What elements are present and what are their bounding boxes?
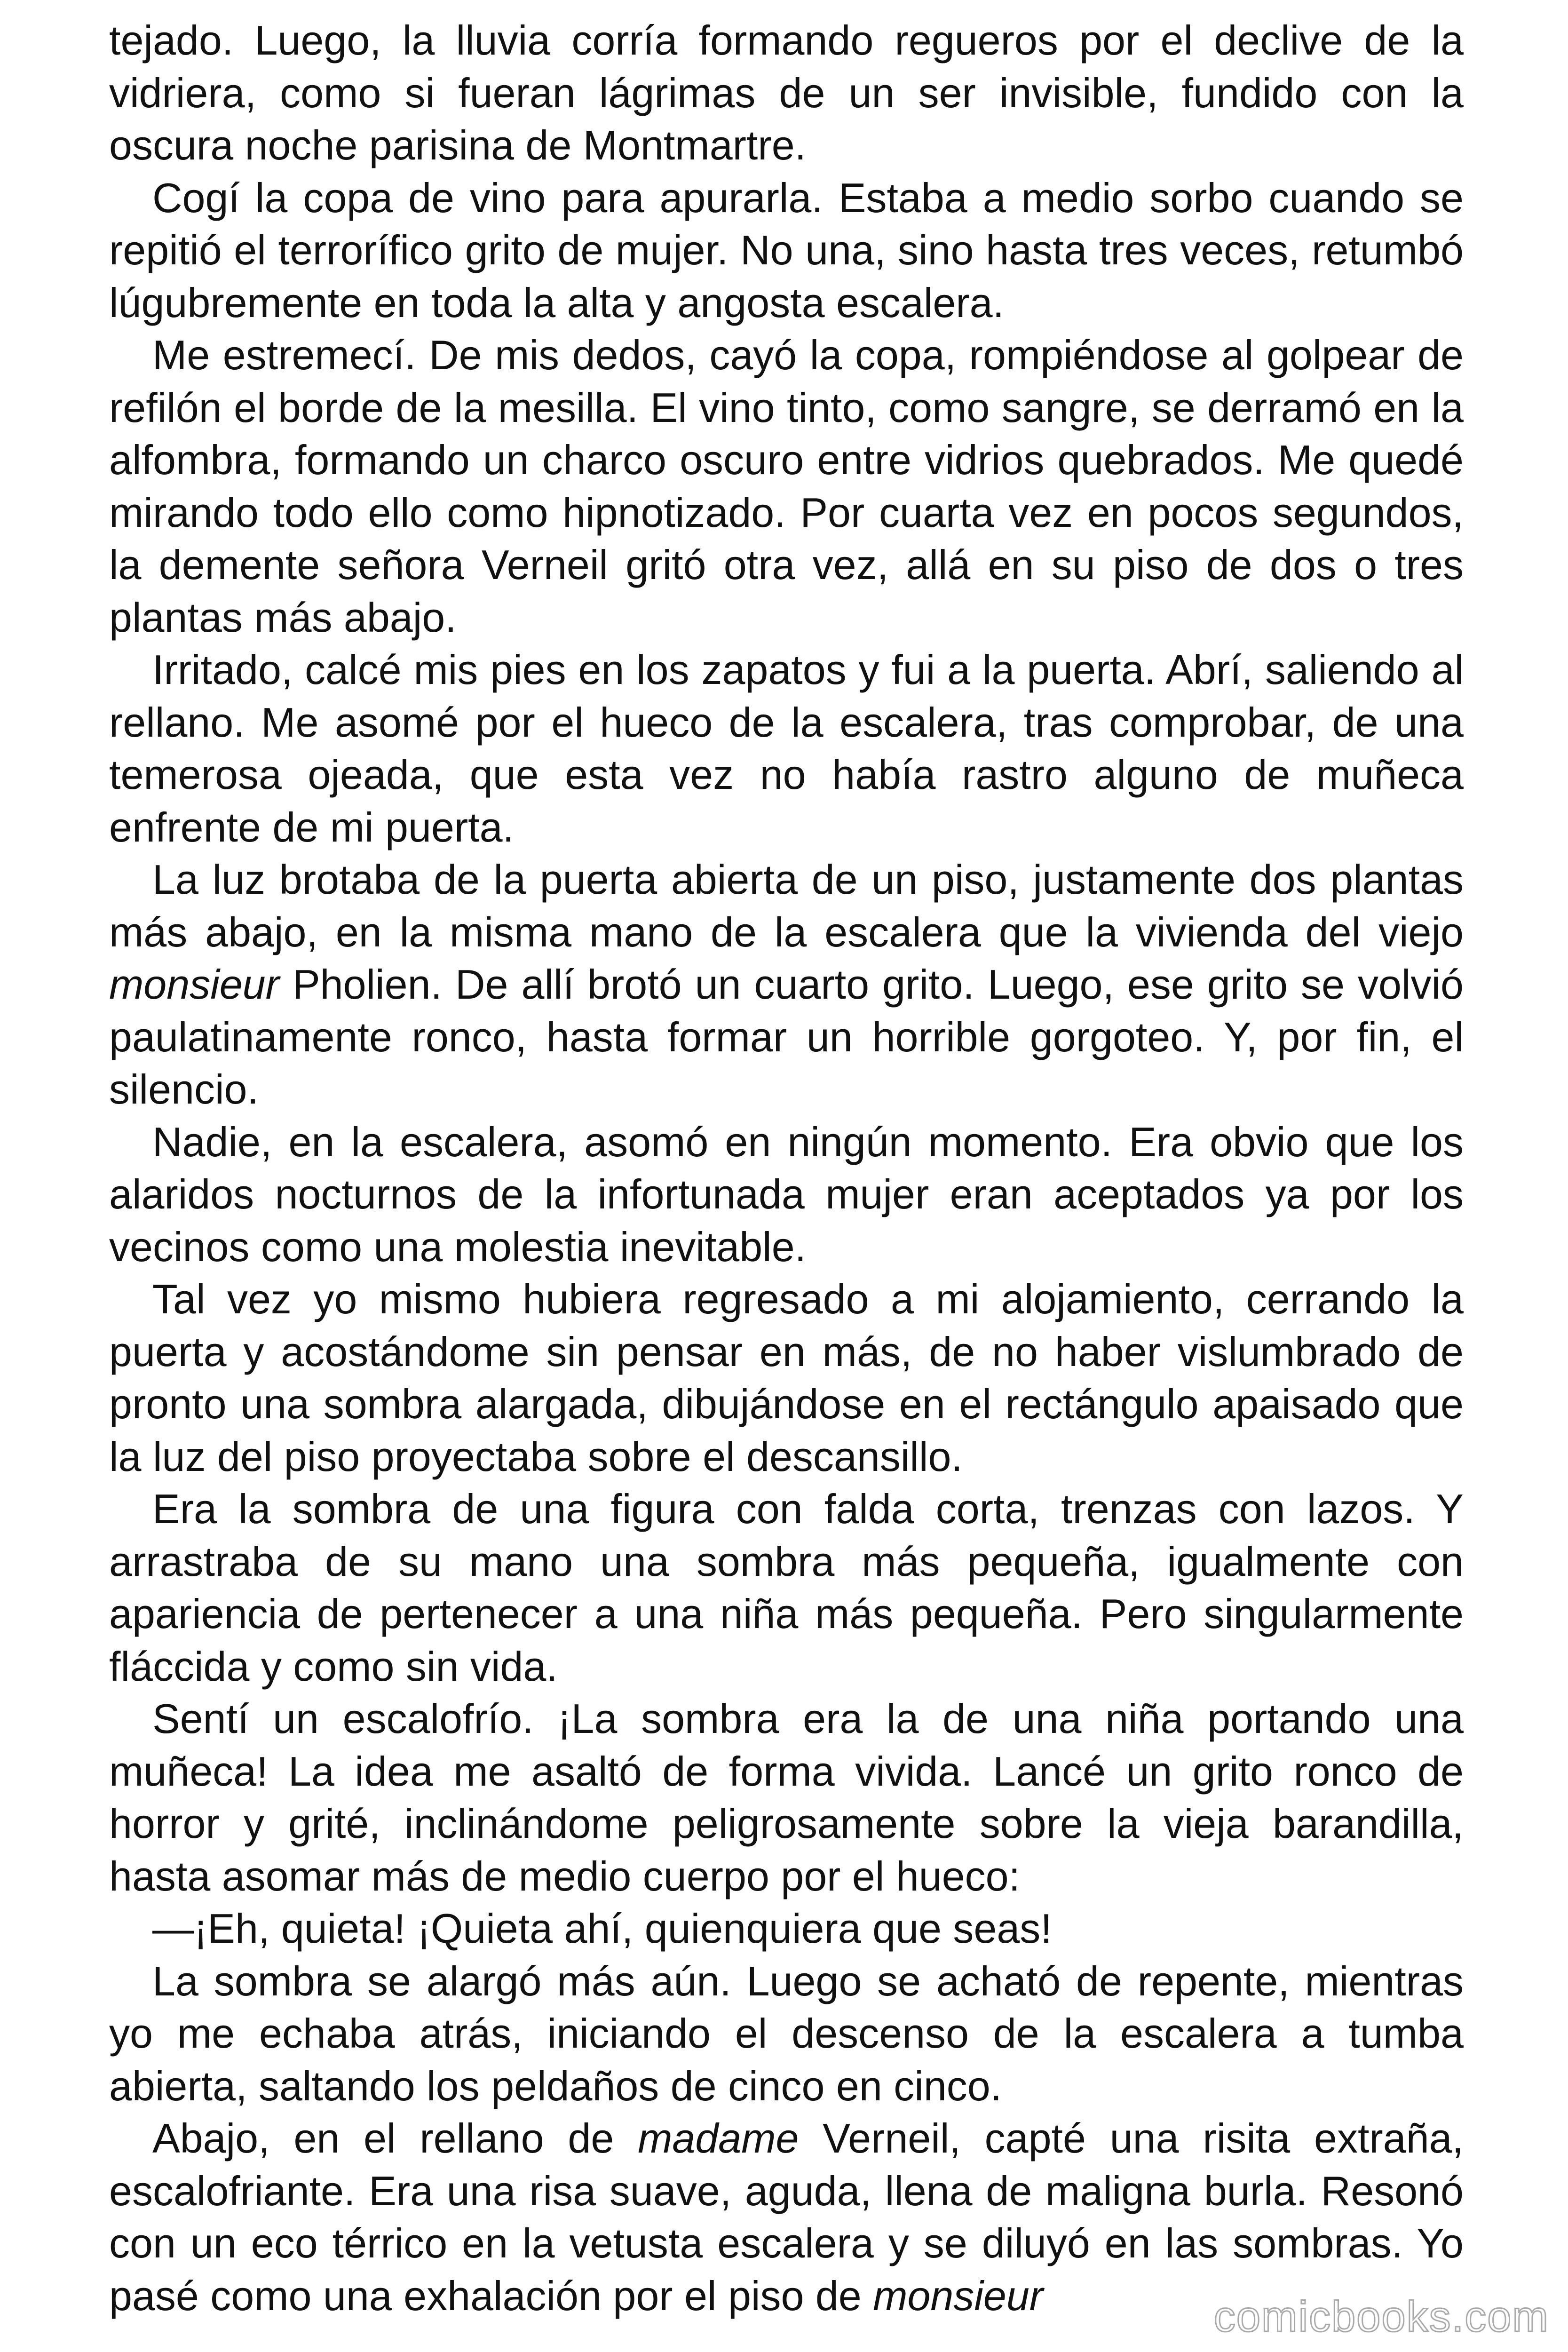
paragraph-text: Sentí un escalofrío. ¡La sombra era la de una niña portando una muñeca! La idea me asaltó de forma vivida. Lancé un grito ronco de horror y grité, inclinándome peligrosamente sobre la vieja barandilla, hasta asomar más de medio cuerpo por el hueco:	[109, 1695, 1464, 1899]
paragraph	[109, 2112, 1464, 2322]
italic-word: monsieur	[109, 961, 279, 1008]
paragraph	[109, 14, 1464, 172]
paragraph-text: Abajo, en el rellano de	[152, 2115, 638, 2161]
paragraph-text: La sombra se alargó más aún. Luego se acható de repente, mientras yo me echaba atrás, iniciando el descenso de la escalera a tumba abierta, saltando los peldaños de cinco en cinco.	[109, 1957, 1464, 2109]
paragraph	[109, 1483, 1464, 1692]
paragraph-text: Pholien. De allí brotó un cuarto grito. Luego, ese grito se volvió paulatinamente ronco, hasta formar un horrible gorgoteo. Y, por fin, el silencio.	[109, 961, 1464, 1112]
paragraph-text: —¡Eh, quieta! ¡Quieta ahí, quienquiera que seas!	[152, 1905, 1052, 1952]
paragraph-text: Era la sombra de una figura con falda corta, trenzas con lazos. Y arrastraba de su mano una sombra más pequeña, igualmente con apariencia de pertenecer a una niña más pequeña. Pero singularmente fláccida y como sin vida.	[109, 1486, 1464, 1690]
paragraph	[109, 329, 1464, 644]
italic-word: monsieur	[873, 2272, 1044, 2319]
paragraph-text: Cogí la copa de vino para apurarla. Estaba a medio sorbo cuando se repitió el terrorífico grito de mujer. No una, sino hasta tres veces, retumbó lúgubremente en toda la alta y angosta escalera.	[109, 174, 1464, 326]
paragraph-text: Irritado, calcé mis pies en los zapatos y fui a la puerta. Abrí, saliendo al rellano. Me asomé por el hueco de la escalera, tras comprobar, de una temerosa ojeada, que esta vez no había rastro alguno de muñeca enfrente de mi puerta.	[109, 646, 1464, 850]
paragraph	[109, 1692, 1464, 1902]
paragraph-text: tejado. Luego, la lluvia corría formando regueros por el declive de la vidriera, como si fueran lágrimas de un ser invisible, fundido con la oscura noche parisina de Montmartre.	[109, 17, 1464, 168]
paragraph-text: Verneil, capté una risita extraña, escalofriante. Era una risa suave, aguda, llena de maligna burla. Resonó con un eco térrico en la vetusta escalera y se diluyó en las sombras. Yo pasé como una exhalación por el piso de	[109, 2115, 1464, 2319]
dialogue-line	[109, 1902, 1464, 1955]
paragraph	[109, 853, 1464, 1116]
paragraph	[109, 172, 1464, 329]
paragraph	[109, 1116, 1464, 1273]
paragraph-text: Tal vez yo mismo hubiera regresado a mi alojamiento, cerrando la puerta y acostándome sin pensar en más, de no haber vislumbrado de pronto una sombra alargada, dibujándose en el rectángulo apaisado que la luz del piso proyectaba sobre el descansillo.	[109, 1276, 1464, 1480]
paragraph	[109, 1955, 1464, 2113]
paragraph-text: Me estremecí. De mis dedos, cayó la copa, rompiéndose al golpear de refilón el borde de la mesilla. El vino tinto, como sangre, se derramó en la alfombra, formando un charco oscuro entre vidrios quebrados. Me quedé mirando todo ello como hipnotizado. Por cuarta vez en pocos segundos, la demente señora Verneil gritó otra vez, allá en su piso de dos o tres plantas más abajo.	[109, 332, 1464, 641]
watermark-text: comicbooks.com	[1213, 2293, 1549, 2341]
paragraph-text: Nadie, en la escalera, asomó en ningún momento. Era obvio que los alaridos nocturnos de la infortunada mujer eran aceptados ya por los vecinos como una molestia inevitable.	[109, 1118, 1464, 1270]
document-page	[109, 14, 1464, 2347]
italic-word: madame	[638, 2115, 799, 2161]
paragraph	[109, 1273, 1464, 1483]
paragraph	[109, 644, 1464, 853]
paragraph-text: La luz brotaba de la puerta abierta de un piso, justamente dos plantas más abajo, en la misma mano de la escalera que la vivienda del viejo	[109, 856, 1464, 955]
